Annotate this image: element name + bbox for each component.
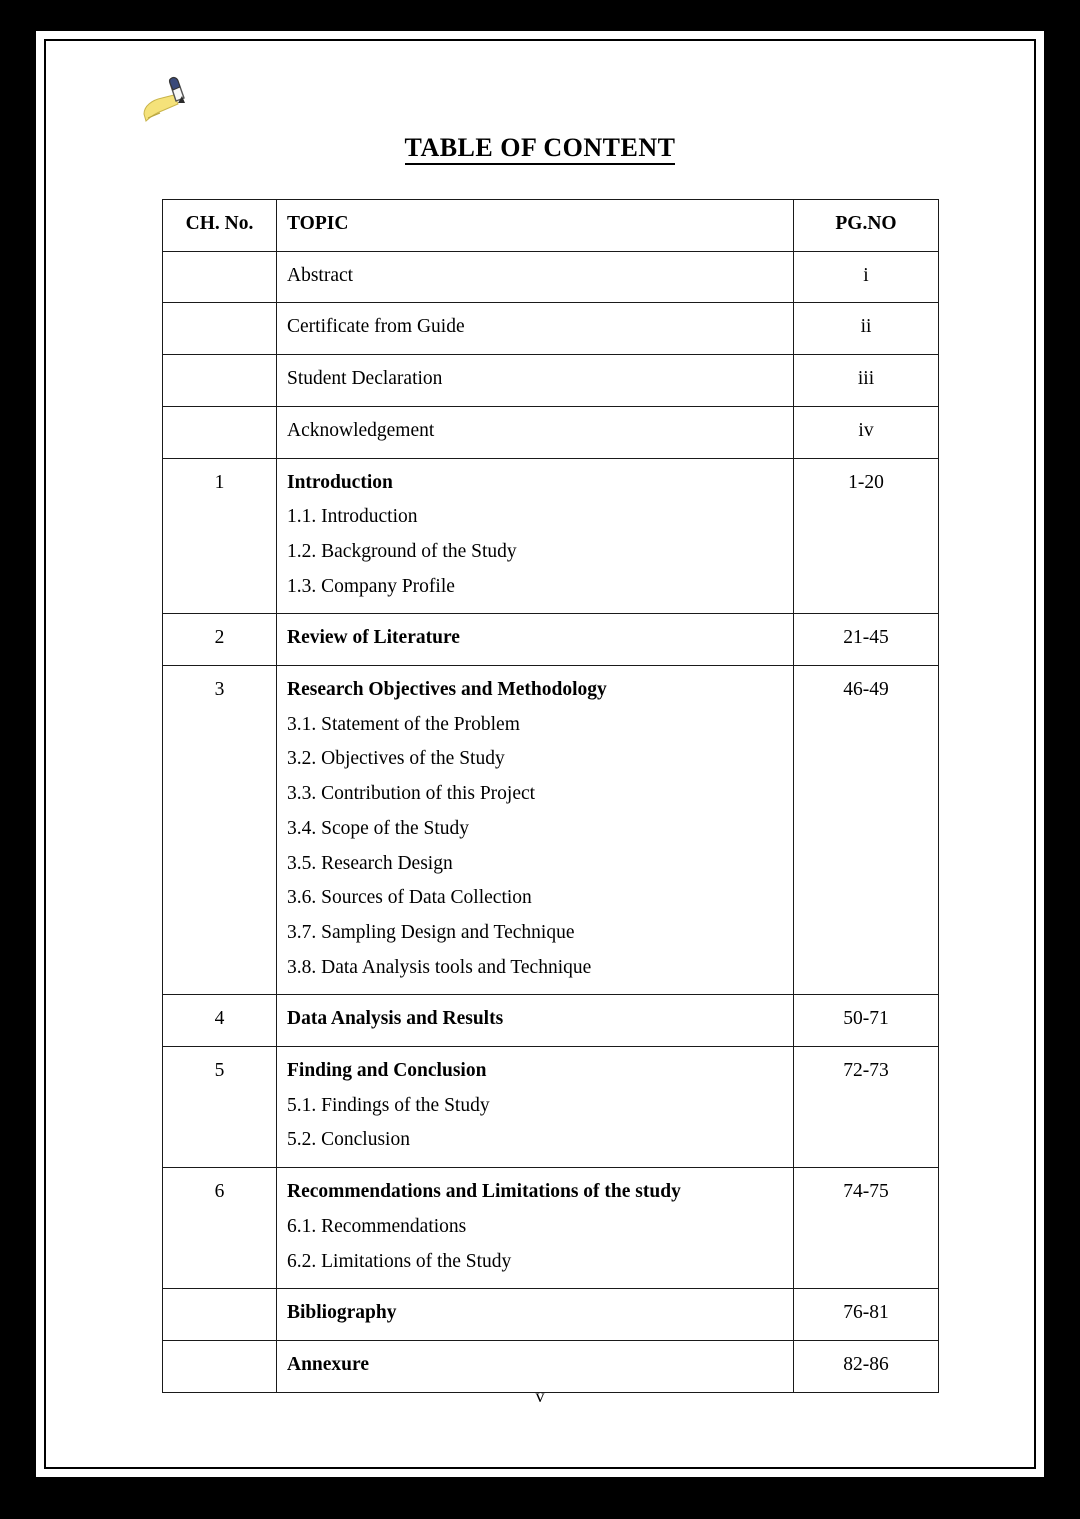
topic-cell xyxy=(277,614,794,666)
chapter-number-cell: 1 xyxy=(163,458,277,614)
topic-cell xyxy=(277,355,794,407)
topic-cell xyxy=(277,303,794,355)
chapter-number-cell xyxy=(163,303,277,355)
topic-subsection: 3.6. Sources of Data Collection xyxy=(287,887,532,909)
chapter-number-cell: 6 xyxy=(163,1168,277,1289)
topic-subsection: 5.2. Conclusion xyxy=(287,1129,410,1151)
page-number-cell: 1-20 xyxy=(794,458,939,614)
topic-cell xyxy=(277,1047,794,1168)
table-header-row xyxy=(163,200,939,252)
column-header-chapter: CH. No. xyxy=(163,200,277,252)
chapter-number-cell xyxy=(163,251,277,303)
topic-title: Student Declaration xyxy=(287,368,443,390)
page-title xyxy=(46,133,1034,163)
table-row xyxy=(163,1340,939,1392)
page-number-cell: 82-86 xyxy=(794,1340,939,1392)
topic-title: Bibliography xyxy=(287,1302,397,1324)
topic-subsection: 3.2. Objectives of the Study xyxy=(287,748,505,770)
table-row xyxy=(163,995,939,1047)
topic-title: Review of Literature xyxy=(287,627,460,649)
page-title-text: TABLE OF CONTENT xyxy=(405,133,676,165)
column-header-page: PG.NO xyxy=(794,200,939,252)
table-row xyxy=(163,251,939,303)
topic-cell xyxy=(277,458,794,614)
table-row xyxy=(163,458,939,614)
topic-title: Certificate from Guide xyxy=(287,316,465,338)
table-row xyxy=(163,303,939,355)
page-number-cell: i xyxy=(794,251,939,303)
chapter-number-cell: 3 xyxy=(163,666,277,995)
topic-cell xyxy=(277,995,794,1047)
page-number-cell: 76-81 xyxy=(794,1289,939,1341)
table-row xyxy=(163,406,939,458)
topic-cell xyxy=(277,251,794,303)
chapter-number-cell xyxy=(163,1289,277,1341)
table-row xyxy=(163,1047,939,1168)
page-number-cell: iv xyxy=(794,406,939,458)
table-of-contents xyxy=(162,199,939,1393)
table-row xyxy=(163,355,939,407)
topic-title: Research Objectives and Methodology xyxy=(287,679,607,701)
topic-cell xyxy=(277,1289,794,1341)
topic-title: Acknowledgement xyxy=(287,419,435,441)
chapter-number-cell xyxy=(163,1340,277,1392)
topic-subsection: 5.1. Findings of the Study xyxy=(287,1094,490,1116)
chapter-number-cell: 4 xyxy=(163,995,277,1047)
table-row xyxy=(163,1168,939,1289)
topic-subsection: 6.2. Limitations of the Study xyxy=(287,1250,512,1272)
topic-title: Recommendations and Limitations of the study xyxy=(287,1181,681,1203)
table-row xyxy=(163,666,939,995)
page-number-cell: 74-75 xyxy=(794,1168,939,1289)
chapter-number-cell xyxy=(163,406,277,458)
topic-title: Annexure xyxy=(287,1353,369,1375)
topic-subsection: 1.2. Background of the Study xyxy=(287,540,517,562)
page-number-cell: 21-45 xyxy=(794,614,939,666)
page-number-cell: 50-71 xyxy=(794,995,939,1047)
table-row xyxy=(163,614,939,666)
topic-title: Abstract xyxy=(287,264,354,286)
topic-subsection: 3.1. Statement of the Problem xyxy=(287,713,520,735)
page-number: v xyxy=(535,1386,545,1406)
topic-cell xyxy=(277,1340,794,1392)
page-number-cell: iii xyxy=(794,355,939,407)
topic-cell xyxy=(277,666,794,995)
page-number-cell: 46-49 xyxy=(794,666,939,995)
topic-subsection: 3.4. Scope of the Study xyxy=(287,817,469,839)
table-row xyxy=(163,1289,939,1341)
topic-title: Data Analysis and Results xyxy=(287,1008,504,1030)
topic-subsection: 3.5. Research Design xyxy=(287,852,453,874)
topic-title: Finding and Conclusion xyxy=(287,1060,487,1082)
page-number-cell: ii xyxy=(794,303,939,355)
topic-subsection: 3.8. Data Analysis tools and Technique xyxy=(287,956,592,978)
document-page xyxy=(44,39,1036,1469)
pen-writing-icon xyxy=(138,74,194,126)
topic-title: Introduction xyxy=(287,471,393,493)
column-header-topic: TOPIC xyxy=(277,200,794,252)
topic-subsection: 3.7. Sampling Design and Technique xyxy=(287,921,575,943)
topic-subsection: 1.1. Introduction xyxy=(287,506,418,528)
topic-subsection: 6.1. Recommendations xyxy=(287,1215,467,1237)
topic-subsection: 1.3. Company Profile xyxy=(287,575,455,597)
document-page-border xyxy=(33,28,1047,1480)
chapter-number-cell: 2 xyxy=(163,614,277,666)
topic-cell xyxy=(277,406,794,458)
topic-cell xyxy=(277,1168,794,1289)
chapter-number-cell: 5 xyxy=(163,1047,277,1168)
page-number-cell: 72-73 xyxy=(794,1047,939,1168)
chapter-number-cell xyxy=(163,355,277,407)
topic-subsection: 3.3. Contribution of this Project xyxy=(287,783,536,805)
